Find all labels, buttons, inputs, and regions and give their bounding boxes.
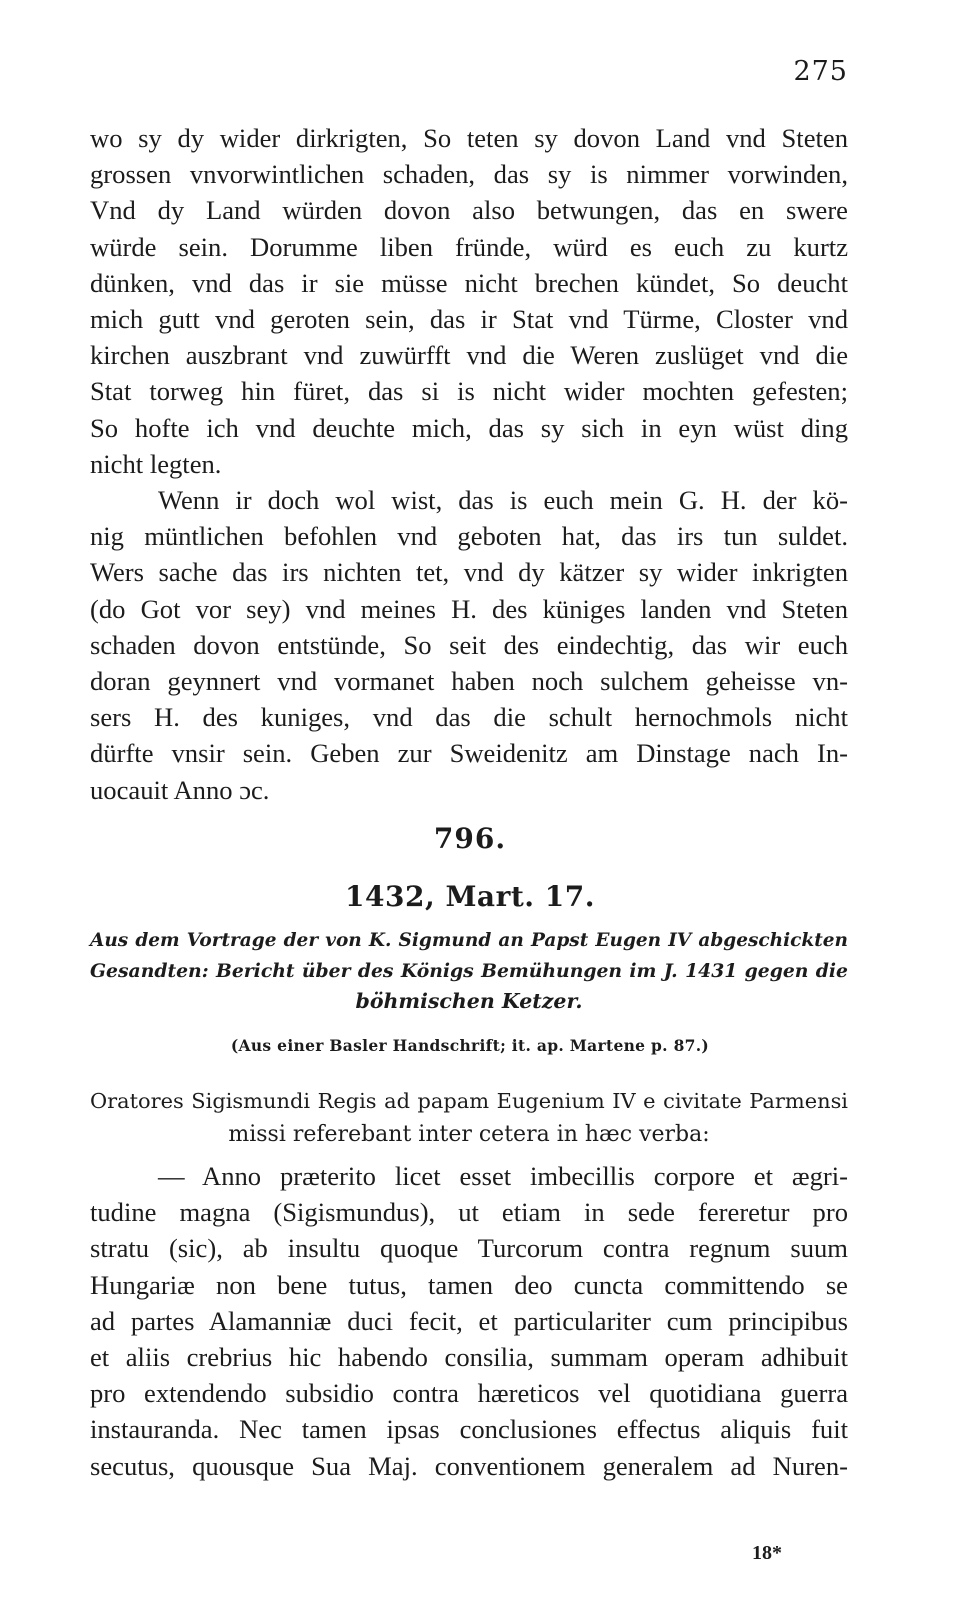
source-citation: (Aus einer Basler Handschrift; it. ap. Martene p. 87.) [230,1036,710,1055]
text-line: nig müntlichen befohlen vnd geboten hat, das irs tun suldet. [90,521,848,552]
intro-line: Oratores Sigismundi Regis ad papam Eugenium IV e civitate Parmensi [90,1089,848,1113]
text-line: Vnd dy Land würden dovon also betwungen, das en swere [90,195,848,226]
intro-line: missi referebant inter cetera in hæc verba: [228,1122,710,1147]
letter-continuation [90,120,848,482]
text-line: grossen vnvorwintlichen schaden, das sy is nimmer vorwinden, [90,159,848,190]
entry-intro [90,1085,848,1151]
text-line: wo sy dy wider dirkrigten, So teten sy dovon Land vnd Steten [90,123,848,153]
latin-text [90,1158,848,1484]
caption-line: Gesandten: Bericht über des Königs Bemühungen im J. 1431 gegen die [90,960,848,982]
text-line: pro extendendo subsidio contra hæreticos vel quotidiana guerra [90,1378,848,1409]
text-line: doran geynnert vnd vormanet haben noch sulchem geheisse vn- [90,665,848,696]
text-line: secutus, quousque Sua Maj. conventionem generalem ad Nuren- [90,1450,848,1481]
text-line: Wers sache das irs nichten tet, vnd dy kätzer sy wider inkrigten [90,557,848,588]
text-line: stratu (sic), ab insultu quoque Turcorum contra regnum suum [90,1233,848,1264]
text-line: — Anno præterito licet esset imbecillis corpore et ægri- [158,1161,848,1191]
text-line: ad partes Alamanniæ duci fecit, et particulariter cum principibus [90,1305,848,1336]
entry-date: 1432, Mart. 17. [345,880,595,913]
text-line: So hofte ich vnd deuchte mich, das sy sich in eyn wüst ding [90,412,848,443]
text-line: kirchen auszbrant vnd zuwürfft vnd die Weren zuslüget vnd die [90,340,848,371]
text-line: Stat torweg hin füret, das si is nicht wider mochten gefesten; [90,376,848,407]
letter-paragraph [90,482,848,808]
text-line: dünken, vnd das ir sie müsse nicht brechen kündet, So deucht [90,267,848,298]
caption-line: Aus dem Vortrage der von K. Sigmund an Papst Eugen IV abgeschickten [90,930,848,951]
text-line: nicht legten. [90,448,222,479]
entry-number: 796. [433,822,507,855]
page-number: 275 [793,56,848,87]
text-line: (do Got vor sey) vnd meines H. des küniges landen vnd Steten [90,593,848,624]
text-line: sers H. des kuniges, vnd das die schult hernochmols nicht [90,702,848,733]
text-line: uocauit Anno ɔc. [90,774,270,805]
text-line: tudine magna (Sigismundus), ut etiam in sede fereretur pro [90,1197,848,1228]
text-line: et aliis crebrius hic habendo consilia, summam operam adhibuit [90,1341,848,1372]
entry-caption [90,926,848,1016]
caption-line: böhmischen Ketzer. [355,989,583,1013]
text-line: Wenn ir doch wol wist, das is euch mein G. H. der kö- [158,485,848,515]
signature-mark: 18* [752,1542,782,1564]
text-line: würde sein. Dorumme liben fründe, würd es euch zu kurtz [90,231,848,262]
text-line: mich gutt vnd geroten sein, das ir Stat vnd Türme, Closter vnd [90,303,848,334]
text-line: Hungariæ non bene tutus, tamen deo cuncta committendo se [90,1269,848,1300]
text-line: schaden dovon entstünde, So seit des eindechtig, das wir euch [90,629,848,660]
text-line: instauranda. Nec tamen ipsas conclusiones effectus aliquis fuit [90,1414,848,1445]
text-line: dürfte vnsir sein. Geben zur Sweidenitz am Dinstage nach In- [90,738,848,769]
